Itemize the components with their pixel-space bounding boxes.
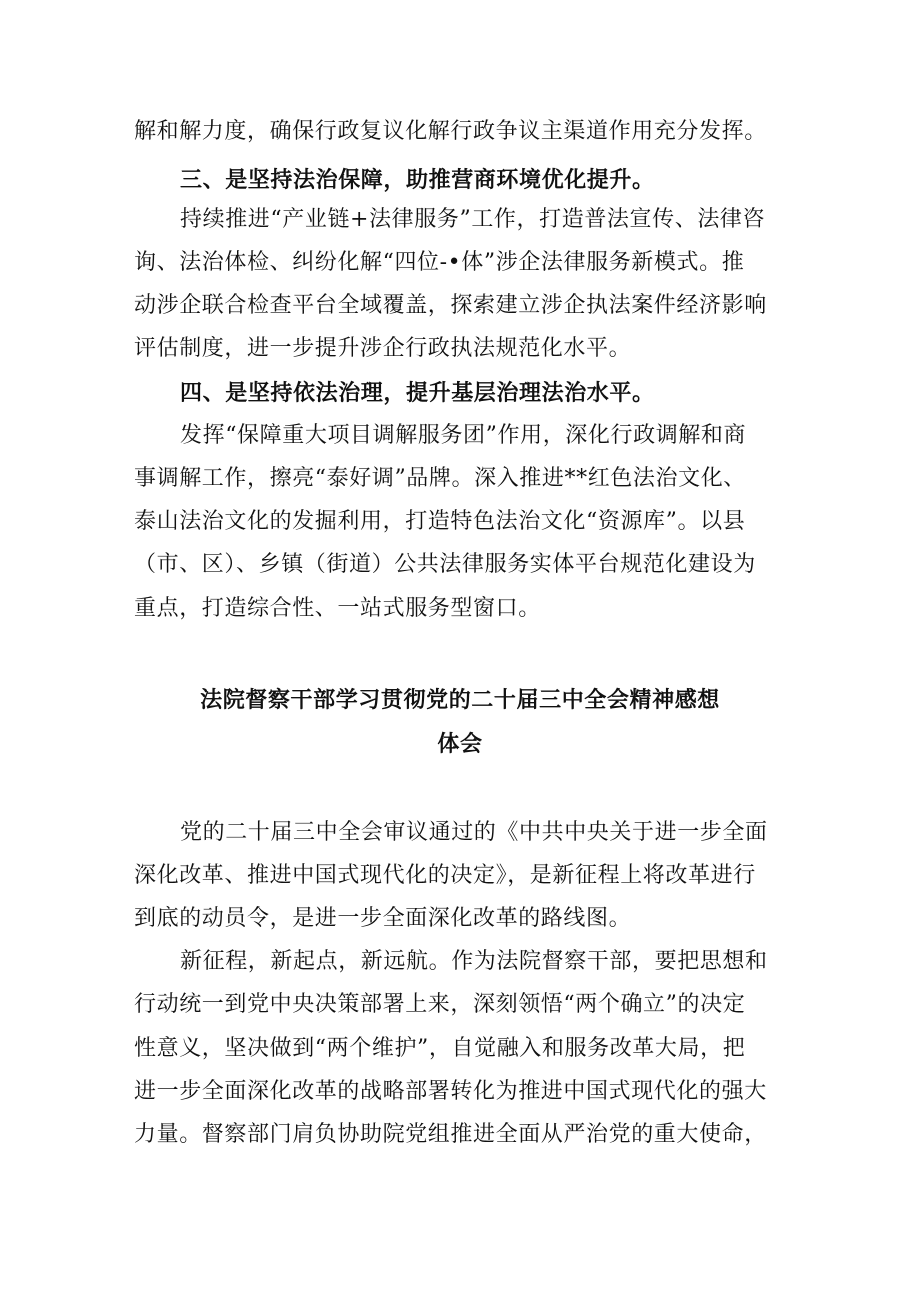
- paragraph-line: 进一步全面深化改革的战略部署转化为推进中国式现代化的强大: [134, 1079, 767, 1104]
- paragraph-line: 询、法治体检、纠纷化解“四位-•体”涉企法律服务新模式。推: [134, 250, 745, 275]
- paragraph-line: 事调解工作，擦亮“泰好调”品牌。深入推进**红色法治文化、: [134, 466, 746, 491]
- paragraph-line: 重点，打造综合性、一站式服务型窗口。: [134, 596, 541, 621]
- paragraph-line: 新征程，新起点，新远航。作为法院督察干部，要把思想和: [180, 949, 768, 974]
- paragraph-line: 发挥“保障重大项目调解服务团”作用，深化行政调解和商: [180, 423, 747, 448]
- paragraph-line: 动涉企联合检查平台全域覆盖，探索建立涉企执法案件经济影响: [134, 293, 767, 318]
- paragraph-line: 到底的动员令，是进一步全面深化改革的路线图。: [134, 906, 632, 931]
- section-heading-4: 四、是坚持依法治理，提升基层治理法治水平。: [180, 380, 655, 406]
- paragraph-line: 行动统一到党中央决策部署上来，深刻领悟“两个确立”的决定: [134, 992, 746, 1017]
- paragraph-line: 持续推进“产业链+法律服务”工作，打造普法宣传、法律咨: [180, 207, 766, 232]
- article-title-line-1: 法院督察干部学习贯彻党的二十届三中全会精神感想: [200, 687, 720, 713]
- article-title-line-2: 体会: [437, 731, 483, 757]
- paragraph-line: 评估制度，进一步提升涉企行政执法规范化水平。: [134, 336, 632, 361]
- paragraph-line: 性意义，坚决做到“两个维护”，自觉融入和服务改革大局，把: [134, 1036, 746, 1061]
- paragraph-line: 深化改革、推进中国式现代化的决定》，是新征程上将改革进行: [134, 863, 756, 888]
- section-heading-3: 三、是坚持法治保障，助推营商环境优化提升。: [180, 167, 655, 193]
- paragraph-line: （市、区）、乡镇（街道）公共法律服务实体平台规范化建设为: [134, 552, 756, 577]
- paragraph-line: 力量。督察部门肩负协助院党组推进全面从严治党的重大使命，: [134, 1122, 767, 1147]
- paragraph-line: 泰山法治文化的发掘利用，打造特色法治文化“资源库”。以县: [134, 509, 746, 534]
- paragraph-line: 党的二十届三中全会审议通过的《中共中央关于进一步全面: [180, 820, 768, 845]
- paragraph-line: 解和解力度，确保行政复议化解行政争议主渠道作用充分发挥。: [134, 119, 767, 144]
